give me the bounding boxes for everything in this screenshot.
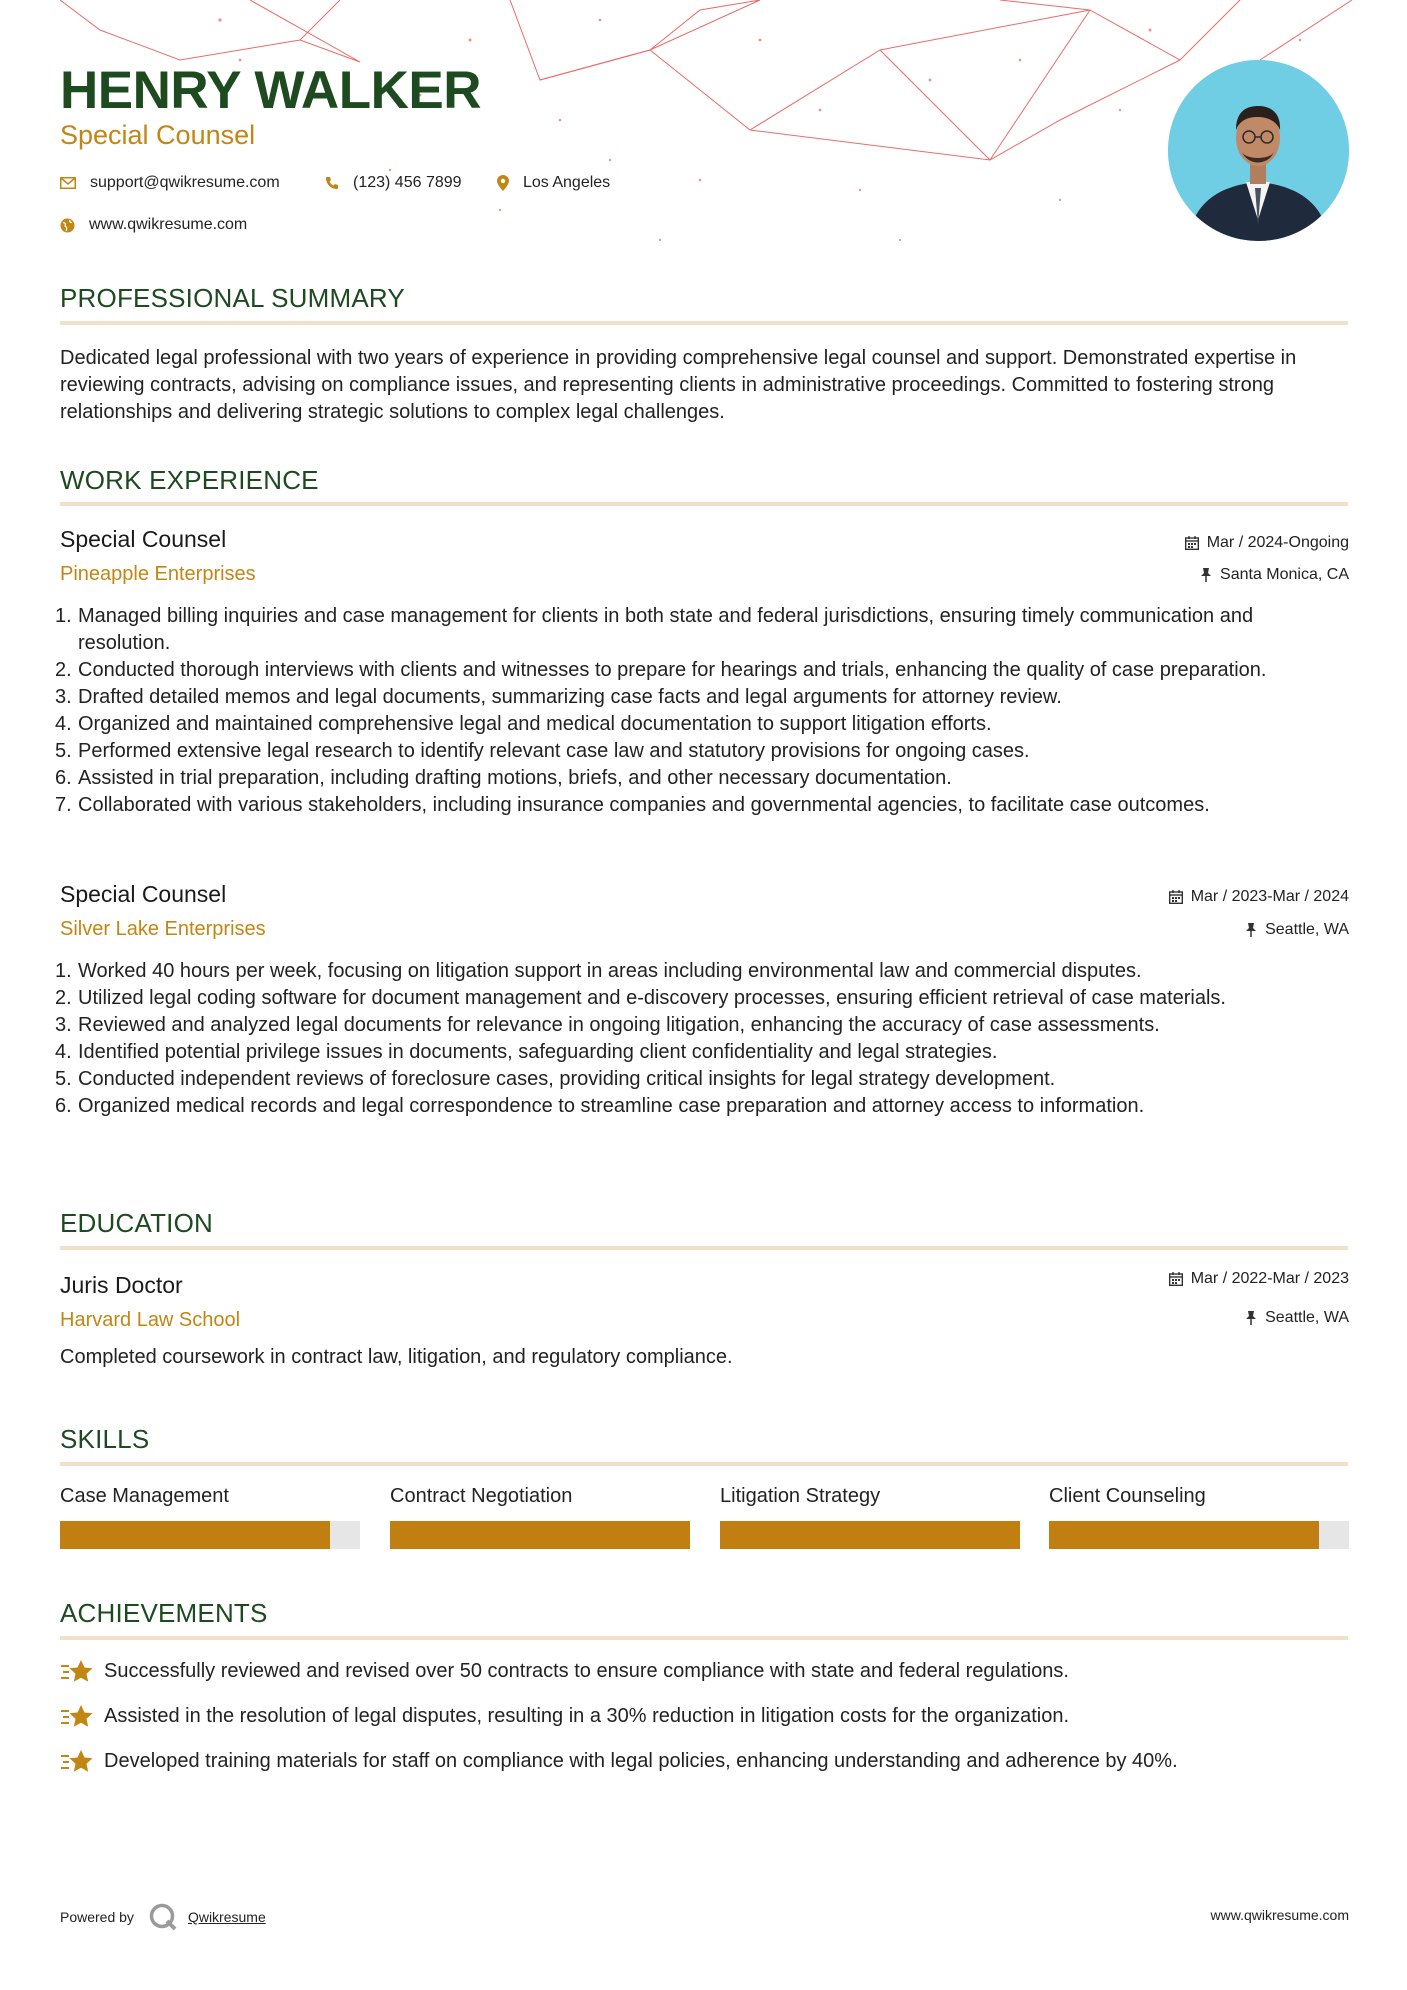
list-item: 3. Drafted detailed memos and legal documents, summarizing case facts and legal arguments for attorney review. xyxy=(55,686,1062,708)
list-item: 6. Organized medical records and legal correspondence to streamline case preparation and attorney access to information. xyxy=(55,1095,1145,1117)
candidate-name: HENRY WALKER xyxy=(60,61,481,120)
list-item: 1. Managed billing inquiries and case management for clients in both state and federal jurisdictions, ensuring timely communication and resolution. xyxy=(55,605,1254,654)
job-dates-text: Mar / 2023-Mar / 2024 xyxy=(1190,888,1349,905)
company-name: Pineapple Enterprises xyxy=(60,563,256,585)
list-item: 5. Conducted independent reviews of foreclosure cases, providing critical insights for legal strategy development. xyxy=(55,1068,1056,1090)
skill-label: Contract Negotiation xyxy=(390,1485,573,1507)
education-dates-text: Mar / 2022-Mar / 2023 xyxy=(1190,1270,1349,1287)
powered-by-label: Powered by xyxy=(60,1909,134,1925)
education-location-text: Seattle, WA xyxy=(1265,1309,1349,1326)
skill-bar-fill xyxy=(1049,1521,1319,1549)
skill-label: Client Counseling xyxy=(1049,1485,1206,1507)
job-dates xyxy=(1169,888,1349,906)
education-heading: EDUCATION xyxy=(60,1208,213,1238)
job-dates-text: Mar / 2024-Ongoing xyxy=(1206,534,1349,551)
footer-powered-by xyxy=(60,1902,266,1932)
email-text: support@qwikresume.com xyxy=(90,174,280,191)
skills-heading: SKILLS xyxy=(60,1424,150,1454)
envelope-icon xyxy=(60,177,76,189)
job-duties-list xyxy=(55,958,1350,1120)
list-item: 4. Organized and maintained comprehensive legal and medical documentation to support litigation efforts. xyxy=(55,713,992,735)
job-location xyxy=(1245,921,1349,939)
job-location-text: Santa Monica, CA xyxy=(1220,566,1349,583)
list-item: 6. Assisted in trial preparation, including drafting motions, briefs, and other necessary documentation. xyxy=(55,767,952,789)
globe-icon xyxy=(60,218,75,233)
calendar-icon xyxy=(1169,1272,1183,1286)
job-title: Special Counsel xyxy=(60,881,227,907)
phone-text: (123) 456 7899 xyxy=(353,174,462,191)
calendar-icon xyxy=(1169,890,1183,904)
job-dates xyxy=(1185,534,1349,552)
job-location xyxy=(1200,566,1349,584)
achievement-item xyxy=(60,1748,1178,1774)
skill-bar-fill xyxy=(390,1521,690,1549)
education-location xyxy=(1245,1309,1349,1327)
experience-heading: WORK EXPERIENCE xyxy=(60,465,319,495)
education-dates xyxy=(1169,1270,1349,1288)
candidate-role: Special Counsel xyxy=(60,120,256,150)
achievement-text: Developed training materials for staff on compliance with legal policies, enhancing understanding and adherence by 40%. xyxy=(104,1749,1178,1772)
star-award-icon xyxy=(60,1748,94,1774)
contact-email[interactable] xyxy=(60,174,280,192)
qwikresume-link[interactable]: Qwikresume xyxy=(187,1909,266,1925)
qwikresume-logo-icon xyxy=(148,1902,178,1932)
skill-bar-fill xyxy=(60,1521,330,1549)
calendar-icon xyxy=(1185,536,1199,550)
phone-icon xyxy=(325,176,339,190)
school-name: Harvard Law School xyxy=(60,1309,241,1331)
pushpin-icon xyxy=(1200,568,1212,582)
list-item: 1. Worked 40 hours per week, focusing on litigation support in areas including environmental law and commercial disputes. xyxy=(55,960,1142,982)
list-item: 5. Performed extensive legal research to identify relevant case law and statutory provisions for ongoing cases. xyxy=(55,740,1030,762)
pushpin-icon xyxy=(1245,923,1257,937)
star-award-icon xyxy=(60,1658,94,1684)
skill-label: Litigation Strategy xyxy=(720,1485,881,1507)
star-award-icon xyxy=(60,1703,94,1729)
contact-location xyxy=(497,174,610,192)
summary-text: Dedicated legal professional with two years of experience in providing comprehensive legal counsel and support. Demonstrated expertise in reviewing contracts, advising on compliance issues, and representing clients in administrative proceedings. Committed to fostering strong relationships and delivering strategic solutions to complex legal challenges. xyxy=(60,347,1297,423)
pushpin-icon xyxy=(1245,1311,1257,1325)
contact-website[interactable] xyxy=(60,216,247,234)
achievements-heading: ACHIEVEMENTS xyxy=(60,1598,268,1628)
achievement-text: Assisted in the resolution of legal disputes, resulting in a 30% reduction in litigation costs for the organization. xyxy=(104,1704,1069,1727)
job-location-text: Seattle, WA xyxy=(1265,921,1349,938)
summary-heading: PROFESSIONAL SUMMARY xyxy=(60,283,405,313)
skill-bar-track xyxy=(60,1521,360,1549)
education-description: Completed coursework in contract law, litigation, and regulatory compliance. xyxy=(60,1346,733,1368)
list-item: 4. Identified potential privilege issues in documents, safeguarding client confidentiality and legal strategies. xyxy=(55,1041,998,1063)
skill-label: Case Management xyxy=(60,1485,229,1507)
company-name: Silver Lake Enterprises xyxy=(60,918,266,940)
contact-phone[interactable] xyxy=(325,174,462,192)
website-text: www.qwikresume.com xyxy=(89,216,248,233)
skill-bar-fill xyxy=(720,1521,1020,1549)
section-divider xyxy=(60,502,1348,506)
footer-website[interactable]: www.qwikresume.com xyxy=(1210,1907,1349,1923)
achievement-text: Successfully reviewed and revised over 50 contracts to ensure compliance with state and federal regulations. xyxy=(104,1659,1069,1682)
skill-bar-track xyxy=(1049,1521,1349,1549)
job-title: Special Counsel xyxy=(60,526,227,552)
section-divider xyxy=(60,1246,1348,1250)
location-text: Los Angeles xyxy=(523,174,611,191)
degree-title: Juris Doctor xyxy=(60,1272,183,1298)
job-duties-list xyxy=(55,603,1350,819)
skill-bar-track xyxy=(390,1521,690,1549)
list-item: 2. Conducted thorough interviews with clients and witnesses to prepare for hearings and trials, enhancing the quality of case preparation. xyxy=(55,659,1267,681)
list-item: 2. Utilized legal coding software for document management and e-discovery processes, ensuring efficient retrieval of case materials. xyxy=(55,987,1226,1009)
achievement-item xyxy=(60,1658,1069,1684)
skill-bar-track xyxy=(720,1521,1020,1549)
map-pin-icon xyxy=(497,175,509,191)
portrait-illustration xyxy=(1168,60,1349,241)
list-item: 3. Reviewed and analyzed legal documents for relevance in ongoing litigation, enhancing the accuracy of case assessments. xyxy=(55,1014,1160,1036)
section-divider xyxy=(60,1636,1348,1640)
list-item: 7. Collaborated with various stakeholders, including insurance companies and governmental agencies, to facilitate case outcomes. xyxy=(55,794,1210,816)
achievement-item xyxy=(60,1703,1069,1729)
section-divider xyxy=(60,321,1348,325)
profile-photo xyxy=(1168,60,1349,241)
section-divider xyxy=(60,1462,1348,1466)
